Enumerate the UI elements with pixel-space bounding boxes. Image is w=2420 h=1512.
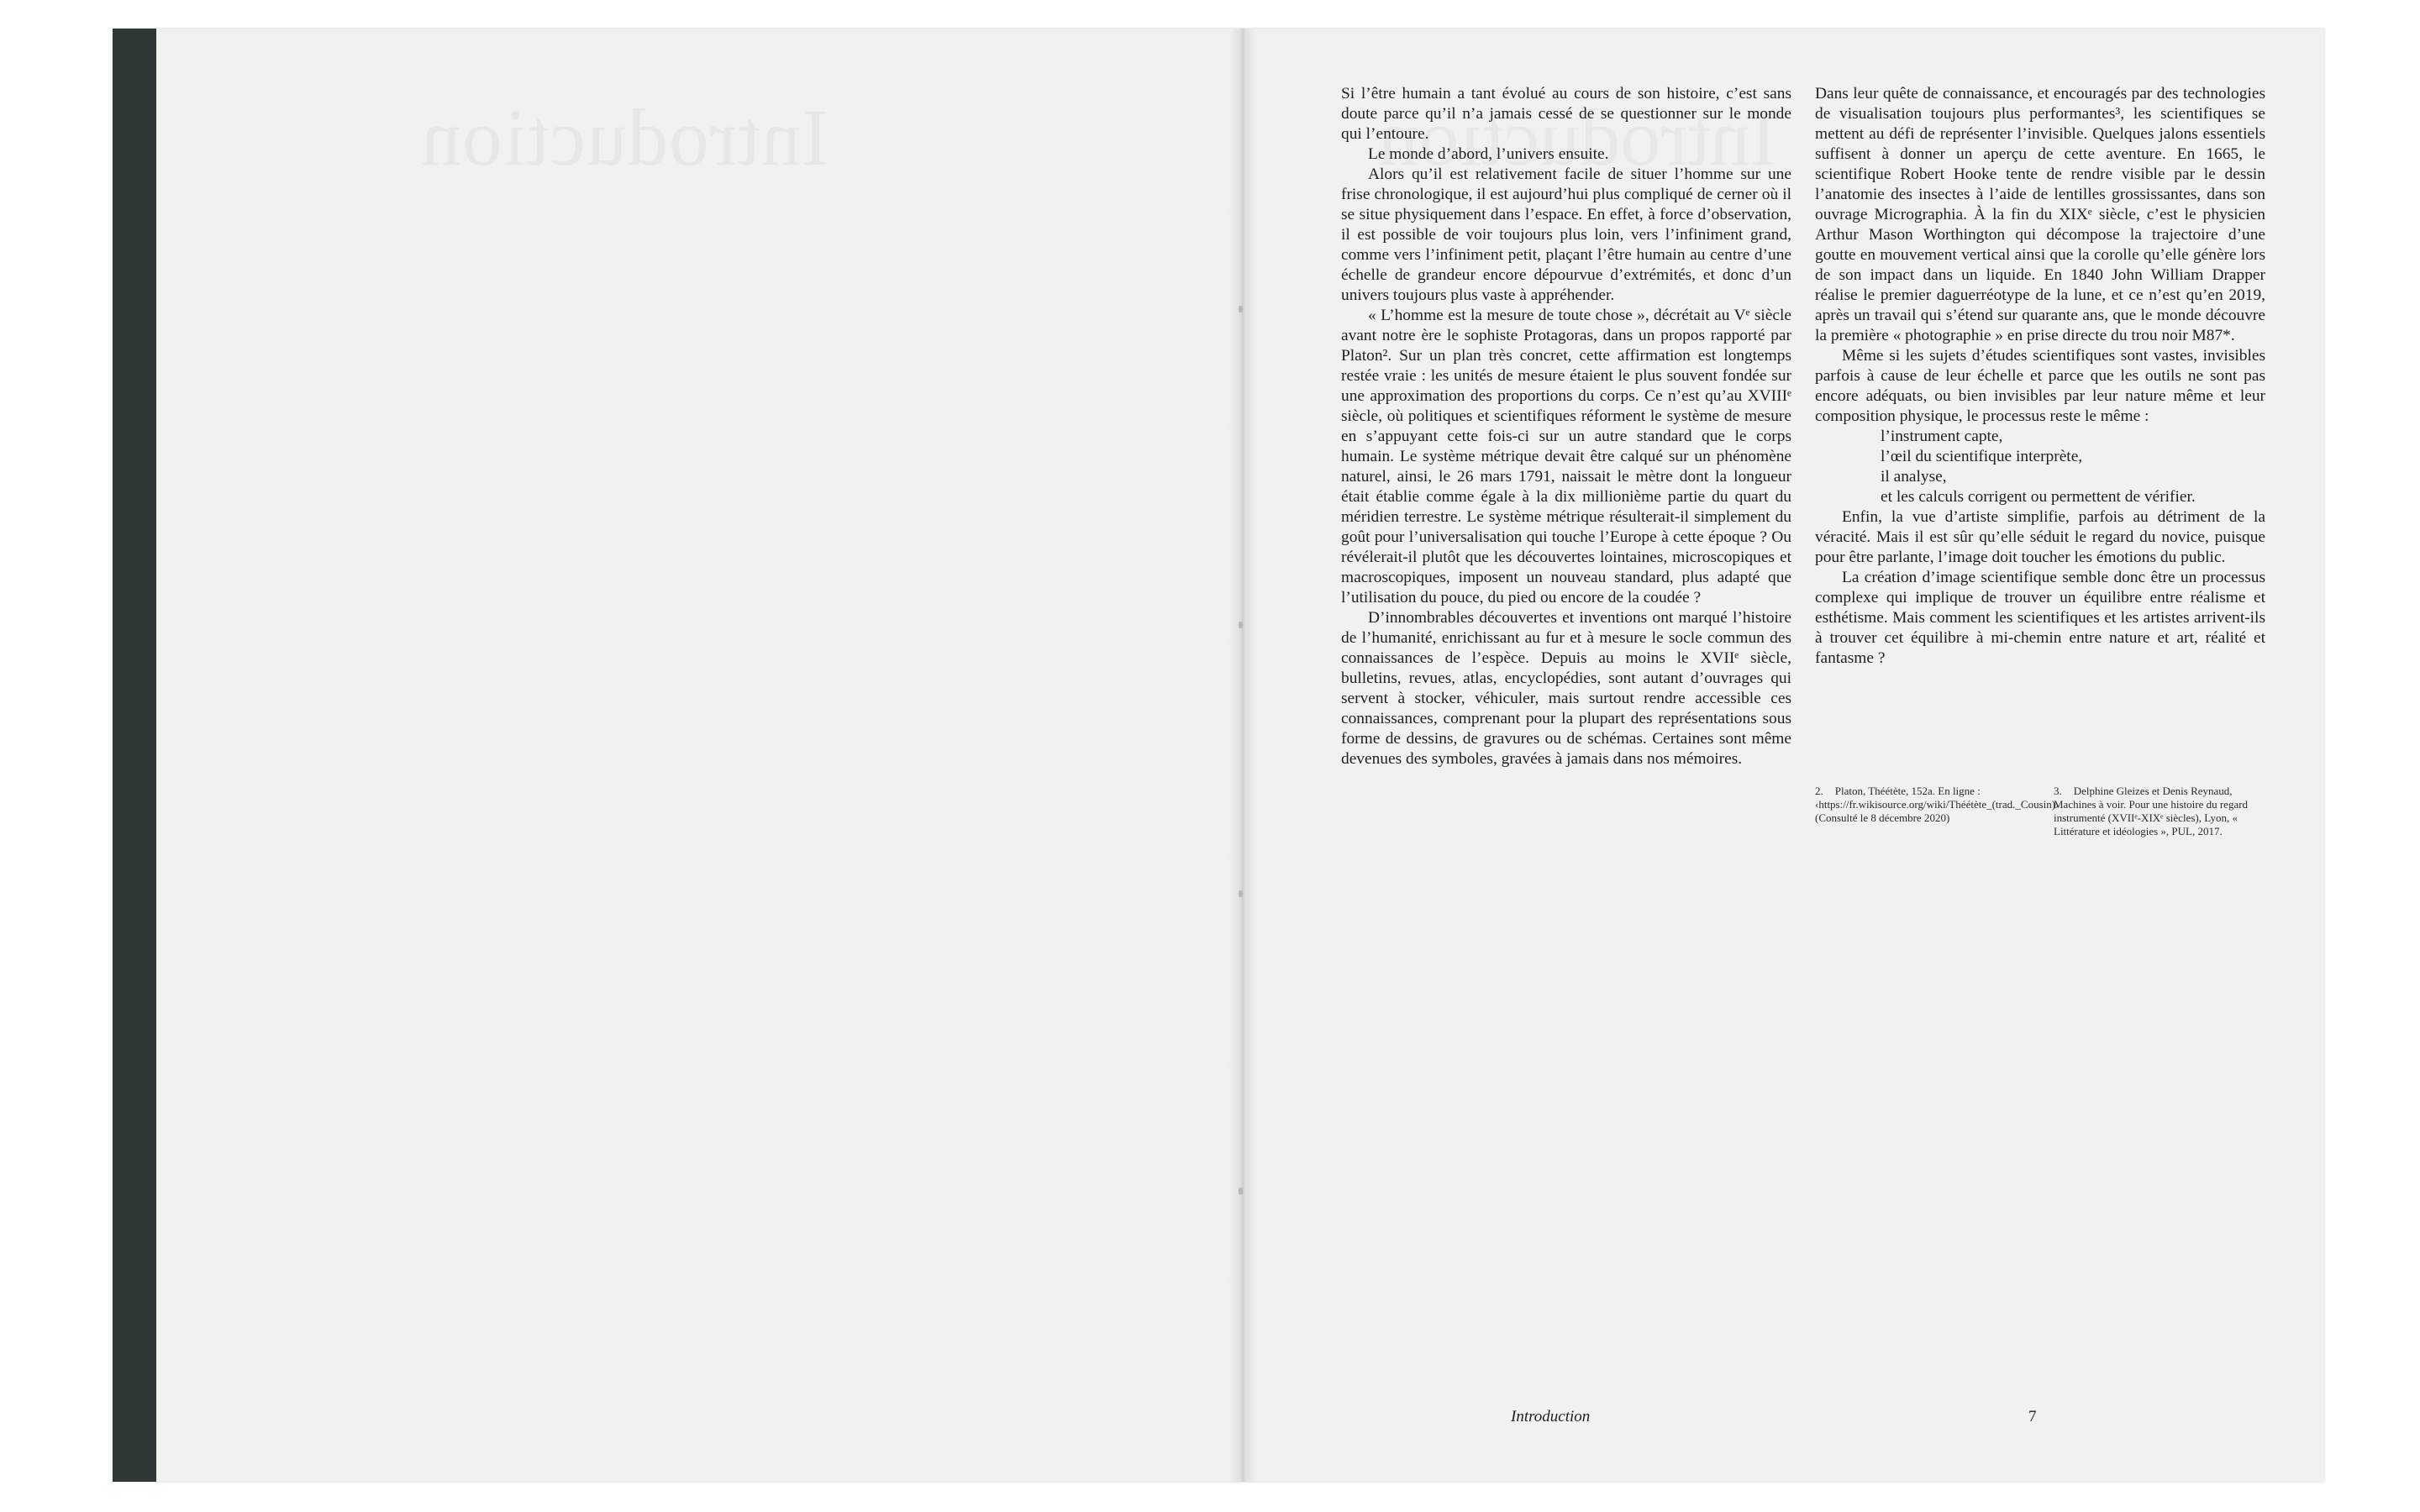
book-fold-line: [1243, 29, 1244, 1482]
page-number: 7: [2028, 1408, 2037, 1425]
staple-mark: [1239, 306, 1243, 312]
staple-mark: [1239, 1188, 1243, 1194]
text-column-right: [1815, 84, 2265, 669]
paragraph: Si l’être humain a tant évolué au cours de son histoire, c’est sans doute parce qu’il n’a jamais cessé de se questionner sur le monde qui l’entoure.: [1341, 85, 1791, 143]
paragraph: Alors qu’il est relativement facile de situer l’homme sur une frise chronologique, il est aujourd’hui plus compliqué de cerner où il se situe physiquement dans l’espace. En effet, à force d’observation, il est possible de voir toujours plus loin, vers l’infiniment grand, comme vers l’infiniment petit, plaçant l’être humain au centre d’une échelle de grandeur encore dépourvue d’extrémités, et donc d’un univers toujours plus vaste à appréhender.: [1341, 165, 1791, 304]
paragraph: Enfin, la vue d’artiste simplifie, parfois au détriment de la véracité. Mais il est sûr qu’elle séduit le regard du novice, puisque pour être parlante, l’image doit toucher les émotions du public.: [1815, 508, 2265, 566]
footnote-number: 3.: [2054, 785, 2062, 797]
paragraph: Le monde d’abord, l’univers ensuite.: [1368, 145, 1609, 163]
running-head: Introduction: [1511, 1408, 1591, 1425]
list-item: il analyse,: [1881, 468, 1947, 486]
footnote-number: 2.: [1815, 785, 1823, 797]
paragraph: « L’homme est la mesure de toute chose », décrétait au Vᵉ siècle avant notre ère le sophiste Protagoras, dans un propos rapporté par Platon². Sur un plan très concret, cette affirmation est longtemps restée vraie : les unités de mesure étaient le plus souvent fondée sur une approximation des proportions du corps. Ce n’est qu’au XVIIIᵉ siècle, où politiques et scientifiques réforment le système de mesure en s’appuyant cette fois-ci sur un autre standard que le corps humain. Le système métrique devait être calqué sur un phénomène naturel, ainsi, le 26 mars 1791, naissait le mètre dont la longueur était établie comme égale à la dix millionième partie du quart du méridien terrestre. Le système métrique résulterait-il simplement du goût pour l’universalisation qui touche l’Europe à cette époque ? Ou révélerait-il plutôt que les découvertes lointaines, microscopiques et macroscopiques, imposent un nouveau standard, plus adapté que l’utilisation du pouce, du pied ou encore de la coudée ?: [1341, 307, 1791, 606]
paragraph: Même si les sujets d’études scientifiques sont vastes, invisibles parfois à cause de leur échelle et parce que les outils ne sont pas encore adéquats, ou bien invisibles par leur nature même et leur composition physique, le processus reste le même :: [1815, 347, 2265, 425]
footnote: [1815, 785, 2060, 838]
footnotes: [1815, 785, 2265, 838]
staple-mark: [1239, 890, 1243, 897]
paragraph: La création d’image scientifique semble donc être un processus complexe qui implique de trouver un équilibre entre réalisme et esthétisme. Mais comment les scientifiques et les artistes arrivent-ils à trouver cet équilibre à mi-chemin entre nature et art, réalité et fantasme ?: [1815, 569, 2265, 667]
list-item: et les calculs corrigent ou permettent de vérifier.: [1881, 488, 2196, 506]
list-item: l’instrument capte,: [1881, 428, 2003, 445]
paragraph: Dans leur quête de connaissance, et encouragés par des technologies de visualisation toujours plus performantes³, les scientifiques se mettent au défi de représenter l’invisible. Quelques jalons essentiels suffisent à donner un aperçu de cette aventure. En 1665, le scientifique Robert Hooke tente de rendre visible par le dessin l’anatomie des insectes à l’aide de lentilles grossissantes, dans son ouvrage Micrographia. À la fin du XIXᵉ siècle, c’est le physicien Arthur Mason Worthington qui décompose la trajectoire d’une goutte en mouvement vertical ainsi que la corolle qu’elle génère lors de son impact dans un liquide. En 1840 John William Drapper réalise le premier daguerréotype de la lune, et ce n’est qu’en 2019, après un travail qui s’étend sur quarante ans, que le monde découvre la première « photographie » en prise directe du trou noir M87*.: [1815, 85, 2265, 344]
staple-mark: [1239, 622, 1243, 628]
process-list: [1815, 427, 2265, 507]
footnote: [2054, 785, 2265, 838]
text-column-left: [1341, 84, 1791, 769]
show-through-title: [420, 91, 829, 184]
footnote-text: Delphine Gleizes et Denis Reynaud, Machines à voir. Pour une histoire du regard instrumenté (XVIIᵉ-XIXᵉ siècles), Lyon, « Littérature et idéologies », PUL, 2017.: [2054, 785, 2249, 837]
paragraph: D’innombrables découvertes et inventions ont marqué l’histoire de l’humanité, enrichissant au fur et à mesure le socle commun des connaissances de l’espèce. Depuis au moins le XVIIᵉ siècle, bulletins, revues, atlas, encyclopédies, sont autant d’ouvrages qui servent à stocker, véhiculer, mais surtout rendre accessible ces connaissances, comprenant pour la plupart des représentations sous forme de dessins, de gravures ou de schémas. Certaines sont même devenues des symboles, gravées à jamais dans nos mémoires.: [1341, 609, 1791, 768]
list-item: l’œil du scientifique interprète,: [1881, 448, 2083, 465]
footnote-text: Platon, Théétète, 152a. En ligne : ‹https://fr.wikisource.org/wiki/Théétète_(trad._Cousin)› (Consulté le 8 décembre 2020): [1815, 785, 2060, 824]
cover-spine-edge: [113, 29, 156, 1482]
